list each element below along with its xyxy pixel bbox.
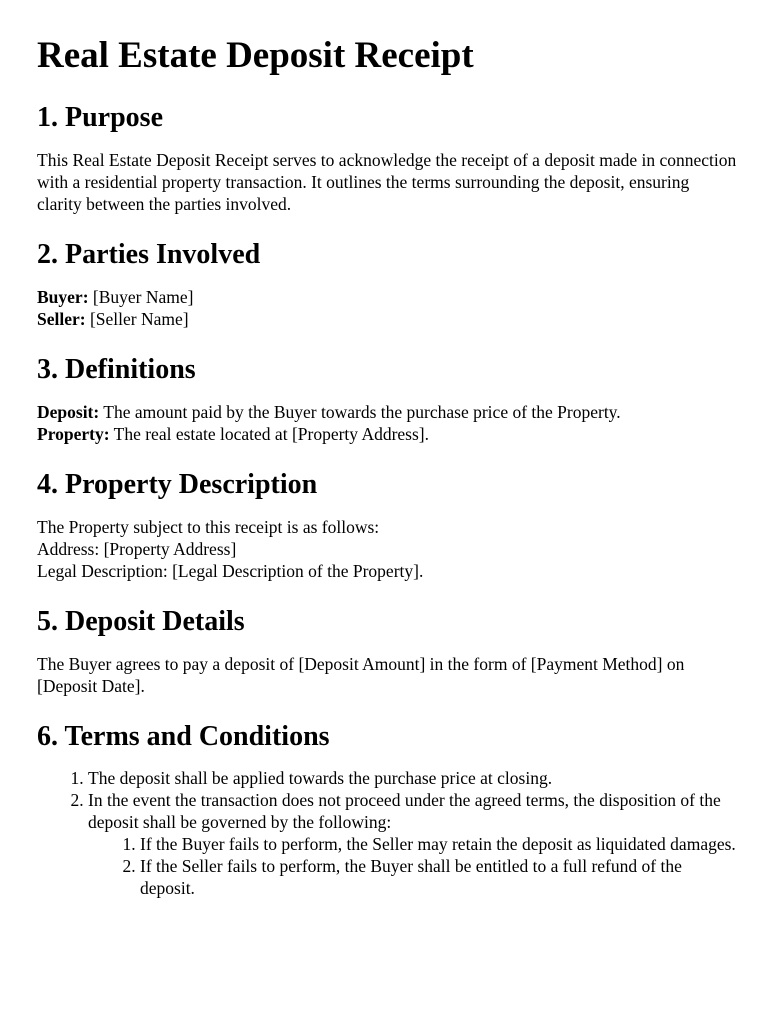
terms-list <box>37 767 737 899</box>
buyer-value: [Buyer Name] <box>92 287 194 307</box>
parties-heading: 2. Parties Involved <box>37 239 261 270</box>
property-legal-description: Legal Description: [Legal Description of the Property]. <box>37 561 424 581</box>
document-page <box>37 30 737 899</box>
deposit-term-value: The amount paid by the Buyer towards the purchase price of the Property. <box>103 402 621 422</box>
terms-subitem: 1. If the Buyer fails to perform, the Seller may retain the deposit as liquidated damages. <box>140 833 737 855</box>
terms-item: 1. The deposit shall be applied towards the purchase price at closing. <box>88 767 737 789</box>
terms-heading: 6. Terms and Conditions <box>37 721 330 752</box>
document-title: Real Estate Deposit Receipt <box>37 35 474 76</box>
seller-value: [Seller Name] <box>89 309 189 329</box>
terms-subitem: 2. If the Seller fails to perform, the Buyer shall be entitled to a full refund of the deposit. <box>140 855 737 899</box>
terms-sublist <box>88 833 737 899</box>
definitions-body <box>37 401 737 445</box>
property-intro: The Property subject to this receipt is as follows: <box>37 517 380 537</box>
buyer-label: Buyer: <box>37 287 89 307</box>
section-purpose <box>37 98 737 215</box>
section-terms <box>37 717 737 899</box>
section-property-description <box>37 465 737 582</box>
parties-body <box>37 286 737 330</box>
section-parties <box>37 235 737 330</box>
property-description-body <box>37 516 737 582</box>
section-deposit-details <box>37 602 737 697</box>
definitions-heading: 3. Definitions <box>37 354 196 385</box>
property-term-label: Property: <box>37 424 110 444</box>
deposit-details-body: The Buyer agrees to pay a deposit of [Deposit Amount] in the form of [Payment Method] on [Deposit Date]. <box>37 654 685 696</box>
property-description-heading: 4. Property Description <box>37 469 318 500</box>
property-address: Address: [Property Address] <box>37 539 237 559</box>
deposit-details-heading: 5. Deposit Details <box>37 606 245 637</box>
terms-item <box>88 789 737 899</box>
section-definitions <box>37 350 737 445</box>
purpose-heading: 1. Purpose <box>37 102 163 133</box>
seller-label: Seller: <box>37 309 86 329</box>
property-term-value: The real estate located at [Property Address]. <box>113 424 429 444</box>
terms-item-text: In the event the transaction does not proceed under the agreed terms, the disposition of the deposit shall be governed by the following: <box>88 790 721 832</box>
deposit-term-label: Deposit: <box>37 402 100 422</box>
purpose-body: This Real Estate Deposit Receipt serves to acknowledge the receipt of a deposit made in connection with a residential property transaction. It outlines the terms surrounding the deposit, ensuring clarity between the parties involved. <box>37 150 737 214</box>
